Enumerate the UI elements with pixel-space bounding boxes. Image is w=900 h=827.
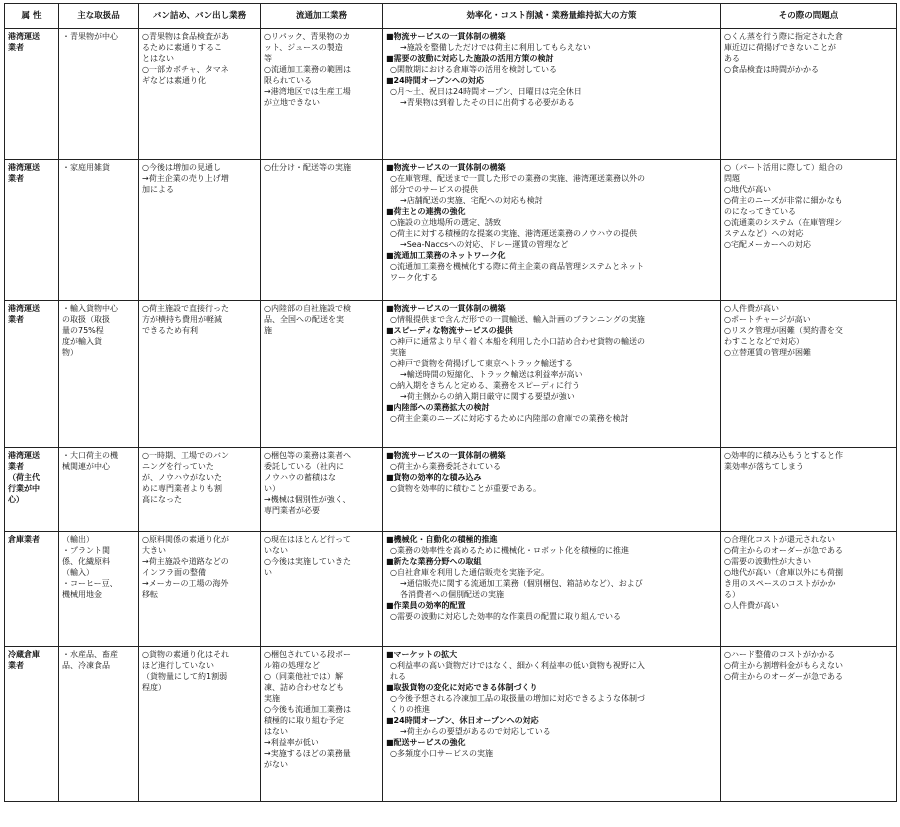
measures-cell	[383, 160, 721, 301]
problems-cell	[721, 647, 897, 802]
cell-line: ○納入期をきちんと定める、業務をスピーディに行う	[390, 381, 581, 390]
cell-line: ・コーヒー豆、	[62, 579, 118, 588]
cell-line: 部分でのサービスの提供	[390, 185, 478, 194]
vanning-cell	[139, 647, 261, 802]
cell-line: ○くん蒸を行う際に指定された倉	[724, 32, 843, 41]
measures-cell	[383, 29, 721, 160]
measures-cell	[383, 301, 721, 448]
cell-line: ○施設の立地場所の選定、誘致	[390, 218, 501, 227]
cell-line: 庫近辺に荷揚げできないことが	[724, 43, 836, 52]
cell-line: ○ハード整備のコストがかかる	[724, 650, 835, 659]
attribute-cell	[5, 532, 59, 647]
cell-line: 実施	[264, 694, 280, 703]
cell-line: ■配送サービスの強化	[386, 738, 466, 747]
cell-line: 械関連が中心	[62, 462, 110, 471]
cell-line: ○今後は増加の見通し	[142, 163, 221, 172]
cell-line: のになってきている	[724, 207, 796, 216]
cell-line: ○荷主からのオーダーが急である	[724, 546, 843, 555]
cell-line: →利益率が低い	[264, 738, 319, 747]
vanning-cell	[139, 29, 261, 160]
table-row	[5, 448, 897, 532]
cell-line: ■作業員の効率的配置	[386, 601, 466, 610]
cell-line: 実施	[390, 348, 406, 357]
processing-cell	[261, 160, 383, 301]
cell-line: ○閑散期における倉庫等の活用を検討している	[390, 65, 557, 74]
cell-line: ○自社倉庫を利用した通信販売を実施予定。	[390, 568, 549, 577]
cell-line: →実施するほどの業務量	[264, 749, 351, 758]
header-problems: その際の問題点	[721, 4, 897, 29]
cell-line: ■内陸部への業務拡大の検討	[386, 403, 490, 412]
cell-line: 高になった	[142, 495, 182, 504]
header-measures: 効率化・コスト削減・業務量維持拡大の方策	[383, 4, 721, 29]
cell-line: ○月～土、祝日は24時間オープン、日曜日は完全休日	[390, 87, 582, 96]
cell-line: ・プラント関	[62, 546, 110, 555]
table-row	[5, 29, 897, 160]
cell-line: 施	[264, 326, 272, 335]
cell-line: ○荷主からのオーダーが急である	[724, 672, 843, 681]
cell-line: →店舗配送の実施、宅配への対応も検討	[400, 196, 543, 205]
cell-line: 倉庫業者	[8, 535, 40, 544]
problems-cell	[721, 301, 897, 448]
processing-cell	[261, 647, 383, 802]
header-main-goods: 主な取扱品	[59, 4, 139, 29]
cell-line: 委託している（社内に	[264, 462, 344, 471]
table-row	[5, 532, 897, 647]
cell-line: ○今後予想される冷凍加工品の取扱量の増加に対応できるような体制づ	[390, 694, 645, 703]
cell-line: る）	[724, 590, 740, 599]
problems-cell	[721, 448, 897, 532]
processing-cell	[261, 448, 383, 532]
cell-line: 移転	[142, 590, 158, 599]
cell-line: ■マーケットの拡大	[386, 650, 458, 659]
cell-line: ギなどは素通り化	[142, 76, 206, 85]
cell-line: 心）	[8, 495, 24, 504]
cell-line: ・大口荷主の機	[62, 451, 118, 460]
header-processing: 流通加工業務	[261, 4, 383, 29]
cell-line: ○神戸で貨物を荷揚げして東京へトラック輸送する	[390, 359, 573, 368]
cell-line: ■スピーディな物流サービスの提供	[386, 326, 513, 335]
vanning-cell	[139, 532, 261, 647]
cell-line: 業者	[8, 174, 24, 183]
attribute-cell	[5, 647, 59, 802]
cell-line: ○リパック、青果物のカ	[264, 32, 351, 41]
cell-line: ○（同業他社では）解	[264, 672, 343, 681]
cell-line: 港湾運送	[8, 32, 40, 41]
cell-line: ○梱包等の業務は業者へ	[264, 451, 351, 460]
cell-line: 程度）	[142, 683, 166, 692]
cell-line: 品、冷凍食品	[62, 661, 110, 670]
cell-line: ○流通加工業務を機械化する際に荷主企業の商品管理システムとネット	[390, 262, 645, 271]
processing-cell	[261, 301, 383, 448]
cell-line: 業者	[8, 43, 24, 52]
attribute-cell	[5, 301, 59, 448]
cell-line: ット、ジュースの製造	[264, 43, 343, 52]
cell-line: ○宅配メーカーへの対応	[724, 240, 811, 249]
header-attribute: 属 性	[5, 4, 59, 29]
cell-line: ○需要の波動性が大きい	[724, 557, 811, 566]
cell-line: 方が横持ち費用が軽減	[142, 315, 222, 324]
vanning-cell	[139, 301, 261, 448]
problems-cell	[721, 29, 897, 160]
cell-line: ■需要の波動に対応した施設の活用方策の検討	[386, 54, 554, 63]
cell-line: ○需要の波動に対応した効率的な作業員の配置に取り組んでいる	[390, 612, 621, 621]
cell-line: 大きい	[142, 546, 166, 555]
cell-line: が立地できない	[264, 98, 320, 107]
cell-line: き用のスペースのコストがかか	[724, 579, 836, 588]
attribute-cell	[5, 160, 59, 301]
cell-line: →荷主企業の売り上げ増	[142, 174, 229, 183]
goods-cell	[59, 29, 139, 160]
processing-cell	[261, 532, 383, 647]
cell-line: （荷主代	[8, 473, 40, 482]
cell-line: ○今後も流通加工業務は	[264, 705, 351, 714]
comparison-table	[4, 3, 897, 802]
processing-cell	[261, 29, 383, 160]
cell-line: ○神戸に通常より早く着く本船を利用した小口詰め合わせ貨物の輸送の	[390, 337, 645, 346]
cell-line: ■貨物の効率的な積み込み	[386, 473, 482, 482]
vanning-cell	[139, 448, 261, 532]
cell-line: （貨物量にして約1割弱	[142, 672, 228, 681]
vanning-cell	[139, 160, 261, 301]
cell-line: （輸出）	[62, 535, 94, 544]
cell-line: 行業が中	[8, 484, 40, 493]
cell-line: ■荷主との連携の強化	[386, 207, 466, 216]
cell-line: がない	[264, 760, 288, 769]
cell-line: ○仕分け・配送等の実施	[264, 163, 351, 172]
cell-line: ■物流サービスの一貫体制の構築	[386, 451, 506, 460]
cell-line: ■流通加工業務のネットワーク化	[386, 251, 506, 260]
cell-line: 限られている	[264, 76, 312, 85]
cell-line: →施設を整備しただけでは荷主に利用してもらえない	[400, 43, 591, 52]
header-row	[5, 4, 897, 29]
cell-line: 物）	[62, 348, 78, 357]
cell-line: 各消費者への個別配送の実施	[400, 590, 504, 599]
cell-line: 業者	[8, 315, 24, 324]
cell-line: （輸入）	[62, 568, 94, 577]
cell-line: できるため有利	[142, 326, 198, 335]
cell-line: とはない	[142, 54, 174, 63]
cell-line: ○リスク管理が困難（契約書を交	[724, 326, 843, 335]
cell-line: →荷主からの要望があるので対応している	[400, 727, 551, 736]
cell-line: 機械用地金	[62, 590, 102, 599]
cell-line: わすことなどで対応）	[724, 337, 804, 346]
cell-line: 冷蔵倉庫	[8, 650, 40, 659]
cell-line: ○原料関係の素通り化が	[142, 535, 229, 544]
cell-line: ○梱包されている段ボー	[264, 650, 351, 659]
cell-line: ○効率的に積み込もうとすると作	[724, 451, 843, 460]
cell-line: ・青果物が中心	[62, 32, 118, 41]
cell-line: →Sea-Naccsへの対応、ドレー運賃の管理など	[400, 240, 569, 249]
cell-line: ○貨物の素通り化はそれ	[142, 650, 229, 659]
cell-line: ○流通業のシステム（在庫管理シ	[724, 218, 843, 227]
goods-cell	[59, 647, 139, 802]
attribute-cell	[5, 29, 59, 160]
table-row	[5, 301, 897, 448]
cell-line: →メーカーの工場の海外	[142, 579, 229, 588]
cell-line: 業者	[8, 462, 24, 471]
cell-line: ■物流サービスの一貫体制の構築	[386, 32, 506, 41]
cell-line: ある	[724, 54, 740, 63]
cell-line: ○食品検査は時間がかかる	[724, 65, 819, 74]
cell-line: ■新たな業務分野への取組	[386, 557, 482, 566]
cell-line: 業効率が落ちてしまう	[724, 462, 804, 471]
cell-line: ○流通加工業務の範囲は	[264, 65, 351, 74]
header-vanning: バン詰め、バン出し業務	[139, 4, 261, 29]
cell-line: 品、全国への配送を実	[264, 315, 344, 324]
cell-line: 等	[264, 54, 272, 63]
cell-line: ステムなど）への対応	[724, 229, 804, 238]
cell-line: ル箱の処理など	[264, 661, 320, 670]
cell-line: が、ノウハウがないた	[142, 473, 222, 482]
goods-cell	[59, 301, 139, 448]
measures-cell	[383, 448, 721, 532]
goods-cell	[59, 160, 139, 301]
problems-cell	[721, 532, 897, 647]
cell-line: →青果物は到着したその日に出荷する必要がある	[400, 98, 575, 107]
cell-line: ○（パート活用に際して）組合の	[724, 163, 843, 172]
cell-line: ○ポートチャージが高い	[724, 315, 811, 324]
cell-line: ・家庭用雑貨	[62, 163, 110, 172]
cell-line: ○利益率の高い貨物だけではなく、細かく利益率の低い貨物も視野に入	[390, 661, 645, 670]
cell-line: ○人件費が高い	[724, 601, 779, 610]
cell-line: ○荷主に対する積極的な提案の実施、港湾運送業務のノウハウの提供	[390, 229, 637, 238]
cell-line: 量の75%程	[62, 326, 104, 335]
attribute-cell	[5, 448, 59, 532]
cell-line: はない	[264, 727, 288, 736]
cell-line: ○荷主のニーズが非常に細かなも	[724, 196, 843, 205]
cell-line: ノウハウの蓄積はな	[264, 473, 336, 482]
cell-line: →輸送時間の短縮化、トラック輸送は利益率が高い	[400, 370, 583, 379]
cell-line: 港湾運送	[8, 163, 40, 172]
cell-line: ワーク化する	[390, 273, 438, 282]
cell-line: ■24時間オープンへの対応	[386, 76, 484, 85]
cell-line: ■24時間オープン、休日オープンへの対応	[386, 716, 539, 725]
cell-line: 係、化繊原料	[62, 557, 110, 566]
cell-line: ・水産品、畜産	[62, 650, 118, 659]
cell-line: ○情報提供まで含んだ形での一貫輸送、輸入計画のプランニングの実施	[390, 315, 645, 324]
table-body	[5, 29, 897, 802]
cell-line: ○今後は実施していきた	[264, 557, 351, 566]
cell-line: →機械は個別性が強く、	[264, 495, 351, 504]
cell-line: 積極的に取り組む予定	[264, 716, 344, 725]
cell-line: の取扱（取扱	[62, 315, 110, 324]
cell-line: 凍、詰め合わせなども	[264, 683, 344, 692]
cell-line: ○一時期、工場でのバン	[142, 451, 229, 460]
cell-line: 加による	[142, 185, 174, 194]
cell-line: ・輸入貨物中心	[62, 304, 118, 313]
cell-line: →港湾地区では生産工場	[264, 87, 351, 96]
cell-line: 専門業者が必要	[264, 506, 320, 515]
cell-line: ○地代が高い	[724, 185, 771, 194]
cell-line: ○立替運賃の管理が困難	[724, 348, 811, 357]
cell-line: ○地代が高い（倉庫以外にも荷捌	[724, 568, 843, 577]
cell-line: →荷主側からの納入期日厳守に関する要望が強い	[400, 392, 575, 401]
cell-line: 度が輸入貨	[62, 337, 102, 346]
cell-line: →荷主施設や道路などの	[142, 557, 229, 566]
table-row	[5, 647, 897, 802]
measures-cell	[383, 647, 721, 802]
cell-line: ○荷主から業務委託されている	[390, 462, 501, 471]
cell-line: ■物流サービスの一貫体制の構築	[386, 163, 506, 172]
cell-line: ○内陸部の自社施設で検	[264, 304, 351, 313]
cell-line: ニングを行っていた	[142, 462, 214, 471]
cell-line: ○青果物は食品検査があ	[142, 32, 229, 41]
problems-cell	[721, 160, 897, 301]
table-row	[5, 160, 897, 301]
cell-line: れる	[390, 672, 406, 681]
cell-line: い	[264, 568, 272, 577]
cell-line: 港湾運送	[8, 304, 40, 313]
cell-line: →通信販売に関する流通加工業務（個別梱包、箱詰めなど）、および	[400, 579, 643, 588]
cell-line: 業者	[8, 661, 24, 670]
cell-line: るために素通りするこ	[142, 43, 222, 52]
cell-line: ○荷主施設で直接行った	[142, 304, 229, 313]
cell-line: ○多頻度小口サービスの実施	[390, 749, 493, 758]
cell-line: くりの推進	[390, 705, 430, 714]
cell-line: ○一部カボチャ、タマネ	[142, 65, 229, 74]
cell-line: ○在庫管理、配送まで一貫した形での業務の実施、港湾運送業務以外の	[390, 174, 645, 183]
cell-line: ○荷主から割増料金がもらえない	[724, 661, 843, 670]
cell-line: いない	[264, 546, 288, 555]
cell-line: めに専門業者よりも割	[142, 484, 222, 493]
cell-line: ○貨物を効率的に積むことが重要である。	[390, 484, 541, 493]
cell-line: ○人件費が高い	[724, 304, 779, 313]
cell-line: 問題	[724, 174, 740, 183]
cell-line: ほど進行していない	[142, 661, 214, 670]
cell-line: ■取扱貨物の変化に対応できる体制づくり	[386, 683, 538, 692]
measures-cell	[383, 532, 721, 647]
cell-line: ○業務の効率性を高めるために機械化・ロボット化を積極的に推進	[390, 546, 629, 555]
cell-line: インフラ面の整備	[142, 568, 206, 577]
cell-line: ○合理化コストが還元されない	[724, 535, 835, 544]
goods-cell	[59, 532, 139, 647]
cell-line: ○現在はほとんど行って	[264, 535, 351, 544]
cell-line: ■物流サービスの一貫体制の構築	[386, 304, 506, 313]
goods-cell	[59, 448, 139, 532]
cell-line: ○荷主企業のニーズに対応するために内陸部の倉庫での業務を検討	[390, 414, 629, 423]
cell-line: 港湾運送	[8, 451, 40, 460]
cell-line: い）	[264, 484, 280, 493]
cell-line: ■機械化・自動化の積極的推進	[386, 535, 498, 544]
